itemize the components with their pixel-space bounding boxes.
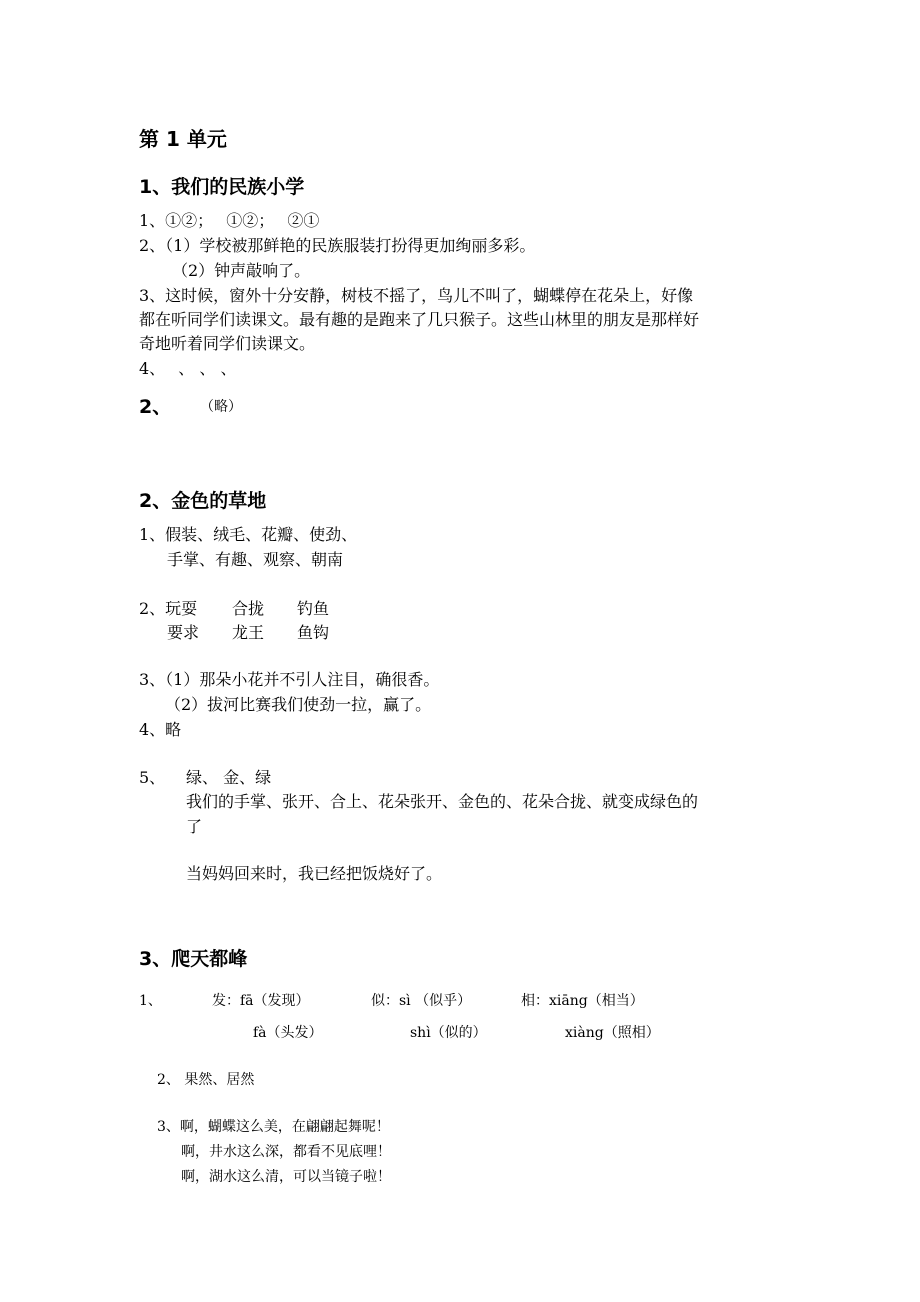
lesson3-q1-row1-col1: 发：fā（发现） — [212, 993, 310, 1009]
lesson2-q1-line2: 手掌、有趣、观察、朝南 — [167, 550, 344, 569]
lesson1-title: 1、我们的民族小学 — [139, 176, 305, 198]
lesson3-q2: 2、 果然、居然 — [157, 1072, 255, 1088]
lesson2-q5-line4: 当妈妈回来时，我已经把饭烧好了。 — [186, 864, 443, 883]
lesson3-q1-row2-col1: fà（头发） — [253, 1025, 323, 1041]
lesson2-q2-row1-col3: 钓鱼 — [297, 599, 330, 618]
lesson3-q1-row2-col2: shì（似的） — [410, 1025, 487, 1041]
lesson3-title: 3、爬天都峰 — [139, 948, 248, 970]
lesson2-title: 2、金色的草地 — [139, 490, 267, 512]
lesson2-q5-num: 5、 — [139, 768, 166, 787]
lesson3-q1-num: 1、 — [139, 993, 162, 1009]
lesson1-q1: 1、①②； ①②； ②① — [139, 211, 320, 230]
lesson2-q2-row1-col2: 合拢 — [232, 599, 265, 618]
lesson2-q1-line1: 1、假装、绒毛、花瓣、使劲、 — [139, 525, 358, 544]
lesson1-q2-line2: （2）钟声敲响了。 — [172, 261, 311, 280]
lesson1-q3-line1: 3、这时候，窗外十分安静，树枝不摇了，鸟儿不叫了，蝴蝶停在花朵上，好像 — [139, 286, 694, 305]
lesson3-q3-line2: 啊，井水这么深，都看不见底哩！ — [181, 1144, 391, 1160]
lesson2-q2-row2-col1: 要求 — [167, 623, 200, 642]
lesson3-q1-row1-col2: 似：sì （似乎） — [371, 993, 472, 1009]
lesson2-q4: 4、略 — [139, 720, 182, 739]
lesson3-q1-row2-col3: xiàng（照相） — [565, 1025, 660, 1041]
lesson2-q2-row2-col3: 鱼钩 — [297, 623, 330, 642]
lesson1-q3-line2: 都在听同学们读课文。最有趣的是跑来了几只猴子。这些山林里的朋友是那样好 — [139, 310, 700, 329]
lesson1-q4: 4、 、 、 、 — [139, 359, 237, 378]
lesson1-section2-num: 2、 — [139, 396, 172, 418]
lesson3-q3-line1: 3、啊，蝴蝶这么美，在翩翩起舞呢！ — [157, 1119, 390, 1135]
lesson2-q2-row1-col1: 2、玩耍 — [139, 599, 198, 618]
lesson1-q2-line1: 2、（1）学校被那鲜艳的民族服装打扮得更加绚丽多彩。 — [139, 236, 536, 255]
lesson2-q5-line2: 我们的手掌、张开、合上、花朵张开、金色的、花朵合拢、就变成绿色的 — [186, 792, 699, 811]
lesson3-q3-line3: 啊，湖水这么清，可以当镜子啦！ — [181, 1169, 391, 1185]
lesson2-q2-row2-col2: 龙王 — [232, 623, 265, 642]
unit-title: 第 1 单元 — [139, 127, 227, 151]
lesson2-q5-line1: 绿、 金、绿 — [186, 768, 272, 787]
lesson2-q5-line3: 了 — [186, 817, 203, 836]
lesson3-q1-row1-col3: 相：xiāng（相当） — [521, 993, 644, 1009]
lesson1-section2-text: （略） — [200, 399, 242, 415]
lesson2-q3-line1: 3、（1）那朵小花并不引人注目，确很香。 — [139, 670, 440, 689]
lesson2-q3-line2: （2）拔河比赛我们使劲一拉，赢了。 — [165, 695, 432, 714]
lesson1-q3-line3: 奇地听着同学们读课文。 — [139, 334, 316, 353]
